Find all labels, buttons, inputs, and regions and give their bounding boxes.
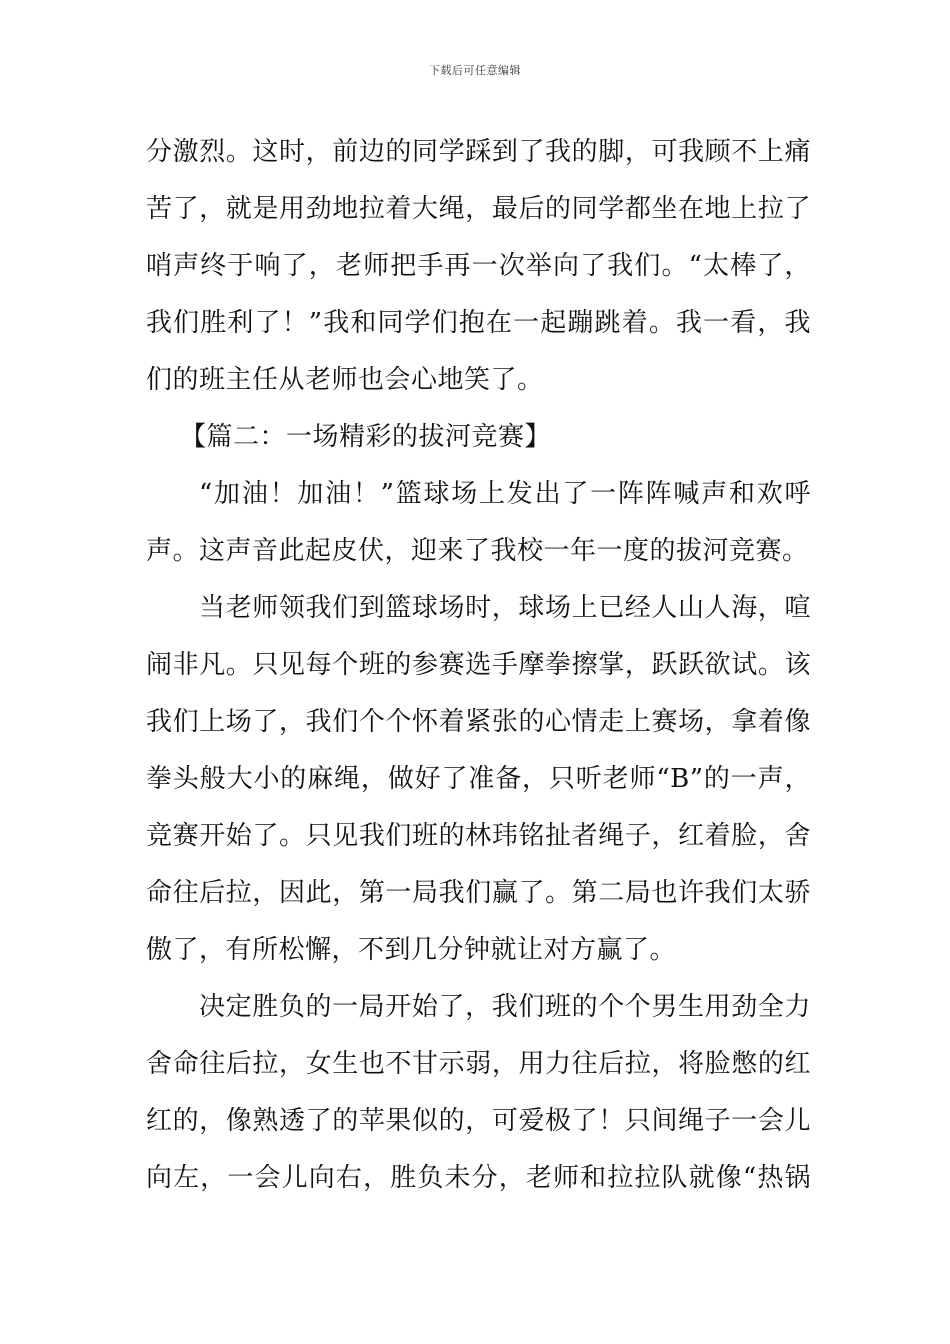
paragraph-line: 红的，像熟透了的苹果似的，可爱极了！只间绳子一会儿 [146,1106,811,1136]
paragraph-line: 苦了，就是用劲地拉着大绳，最后的同学都坐在地上拉了 [146,194,811,224]
paragraph-line: 竞赛开始了。只见我们班的林玮铭扯者绳子，红着脸，舍 [146,821,811,851]
paragraph-line: 决定胜负的一局开始了，我们班的个个男生用劲全力 [199,992,811,1022]
paragraph-line: 我们上场了，我们个个怀着紧张的心情走上赛场，拿着像 [146,707,811,737]
section-heading: 【篇二：一场精彩的拔河竞赛】 [180,422,552,452]
paragraph-line: 我们胜利了！”我和同学们抱在一起蹦跳着。我一看，我 [146,308,811,338]
paragraph-line: 傲了，有所松懈，不到几分钟就让对方赢了。 [146,935,677,965]
paragraph-line: 分激烈。这时，前边的同学踩到了我的脚，可我顾不上痛 [146,137,811,167]
paragraph-line: “加油！加油！”篮球场上发出了一阵阵喊声和欢呼 [199,479,811,509]
paragraph-line: 向左，一会儿向右，胜负未分，老师和拉拉队就像“热锅 [146,1163,811,1193]
page-header: 下载后可任意编辑 [429,64,521,77]
paragraph-line: 命往后拉，因此，第一局我们赢了。第二局也许我们太骄 [146,878,811,908]
paragraph-line: 舍命往后拉，女生也不甘示弱，用力往后拉，将脸憋的红 [146,1049,811,1079]
paragraph-line: 当老师领我们到篮球场时，球场上已经人山人海，喧 [199,593,811,623]
paragraph-line: 们的班主任从老师也会心地笑了。 [146,365,544,395]
paragraph-line: 闹非凡。只见每个班的参赛选手摩拳擦掌，跃跃欲试。该 [146,650,811,680]
paragraph-line: 拳头般大小的麻绳，做好了准备，只听老师“B”的一声， [146,764,811,794]
paragraph-line: 声。这声音此起皮伏，迎来了我校一年一度的拔河竞赛。 [146,536,809,566]
paragraph-line: 哨声终于响了，老师把手再一次举向了我们。“太棒了， [146,251,811,281]
